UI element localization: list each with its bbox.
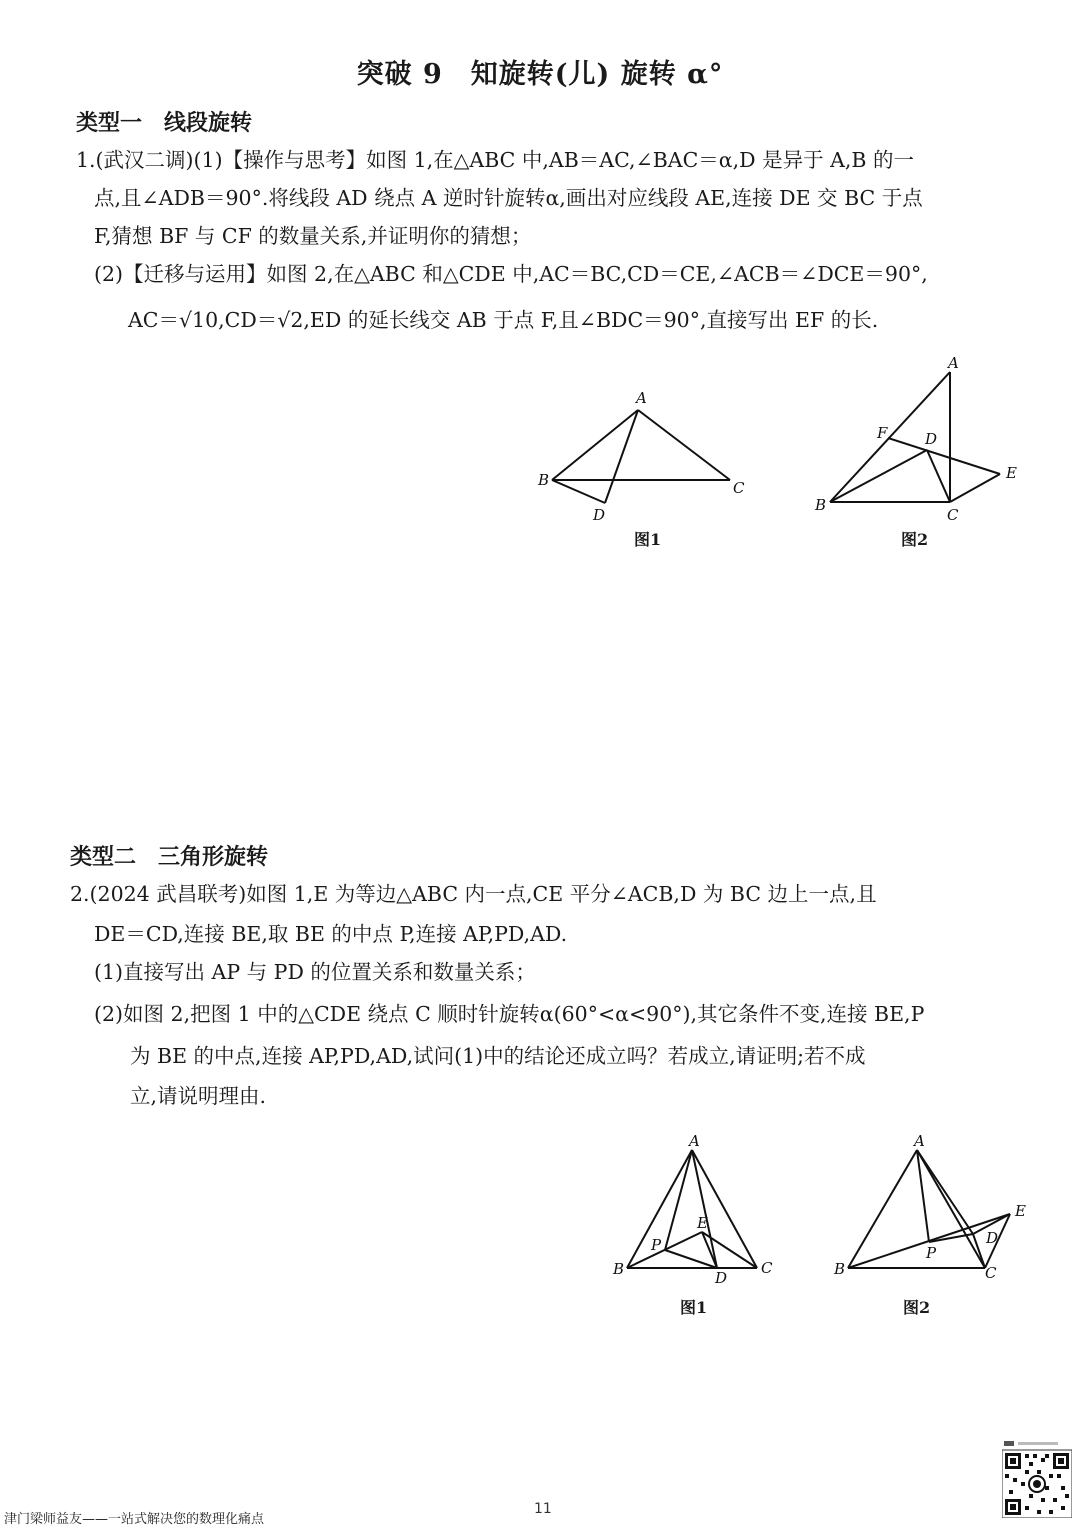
q1-line-3: F,猜想 BF 与 CF 的数量关系,并证明你的猜想；	[94, 224, 532, 248]
q1-line-1: 1.(武汉二调)(1)【操作与思考】如图 1,在△ABC 中,AB＝AC,∠BAC＝α,D 是异于 A,B 的一	[76, 148, 915, 172]
label-D: D	[986, 1229, 999, 1247]
label-F: F	[877, 424, 888, 442]
segment-BE	[627, 1232, 702, 1268]
segment-AD	[692, 1150, 717, 1268]
label-E: E	[1006, 464, 1017, 482]
q1-fig2-caption: 图2	[901, 530, 929, 549]
label-A: A	[914, 1132, 925, 1150]
label-B: B	[834, 1260, 846, 1278]
segment-FE	[888, 438, 1000, 474]
label-P: P	[651, 1236, 662, 1254]
q2-line-2: DE＝CD,连接 BE,取 BE 的中点 P,连接 AP,PD,AD.	[94, 922, 568, 946]
q1-line-5: AC＝√10,CD＝√2,ED 的延长线交 AB 于点 F,且∠BDC＝90°,直接写出 EF 的长.	[128, 308, 879, 332]
label-B: B	[613, 1260, 625, 1278]
footer-text: 津门梁师益友——一站式解决您的数理化痛点	[4, 1512, 265, 1527]
segment-PD	[665, 1250, 717, 1268]
q1-figure-1	[530, 385, 760, 525]
segment-AP	[665, 1150, 692, 1250]
q2-line-4: (2)如图 2,把图 1 中的△CDE 绕点 C 顺时针旋转α(60°<α<90°),其它条件不变,连接 BE,P	[94, 1002, 925, 1026]
label-C: C	[733, 479, 745, 497]
label-D: D	[715, 1269, 728, 1287]
q2-line-6: 立,请说明理由.	[130, 1084, 267, 1108]
section-heading-2: 类型二 三角形旋转	[70, 844, 269, 870]
section-heading-1: 类型一 线段旋转	[76, 110, 253, 136]
label-D: D	[593, 506, 606, 524]
q2-fig1-caption: 图1	[680, 1298, 708, 1317]
q2-line-3: (1)直接写出 AP 与 PD 的位置关系和数量关系；	[94, 960, 536, 984]
label-C: C	[985, 1264, 997, 1282]
segment-BD	[830, 450, 927, 502]
label-E: E	[1015, 1202, 1026, 1220]
q1-line-4: (2)【迁移与运用】如图 2,在△ABC 和△CDE 中,AC＝BC,CD＝CE,∠ACB＝∠DCE＝90°,	[94, 262, 928, 286]
q2-line-1: 2.(2024 武昌联考)如图 1,E 为等边△ABC 内一点,CE 平分∠ACB,D 为 BC 边上一点,且	[70, 882, 877, 906]
label-A: A	[948, 354, 959, 372]
q2-fig2-caption: 图2	[903, 1298, 931, 1317]
q2-figure-1	[605, 1128, 785, 1288]
label-P: P	[926, 1244, 937, 1262]
page-title: 突破 9 知旋转(儿) 旋转 α°	[356, 59, 724, 90]
label-E: E	[697, 1214, 708, 1232]
label-B: B	[815, 496, 827, 514]
label-A: A	[689, 1132, 700, 1150]
q2-line-5: 为 BE 的中点,连接 AP,PD,AD,试问(1)中的结论还成立吗？若成立,请证明;若不成	[130, 1044, 866, 1068]
label-C: C	[947, 506, 959, 524]
q2-figure-2	[830, 1128, 1040, 1288]
qr-code-icon	[1002, 1440, 1072, 1518]
segment-CE	[950, 474, 1000, 502]
page-number: 11	[534, 1501, 552, 1517]
segment-AB	[848, 1150, 917, 1268]
segment-AC	[638, 410, 730, 480]
segment-BD	[552, 480, 605, 503]
q1-line-2: 点,且∠ADB＝90°.将线段 AD 绕点 A 逆时针旋转α,画出对应线段 AE,连接 DE 交 BC 于点	[94, 186, 923, 210]
q1-fig1-caption: 图1	[634, 530, 662, 549]
label-D: D	[925, 430, 938, 448]
q1-figure-2	[805, 350, 1030, 530]
label-B: B	[538, 471, 550, 489]
segment-AC	[692, 1150, 757, 1268]
label-A: A	[636, 389, 647, 407]
label-C: C	[761, 1259, 773, 1277]
